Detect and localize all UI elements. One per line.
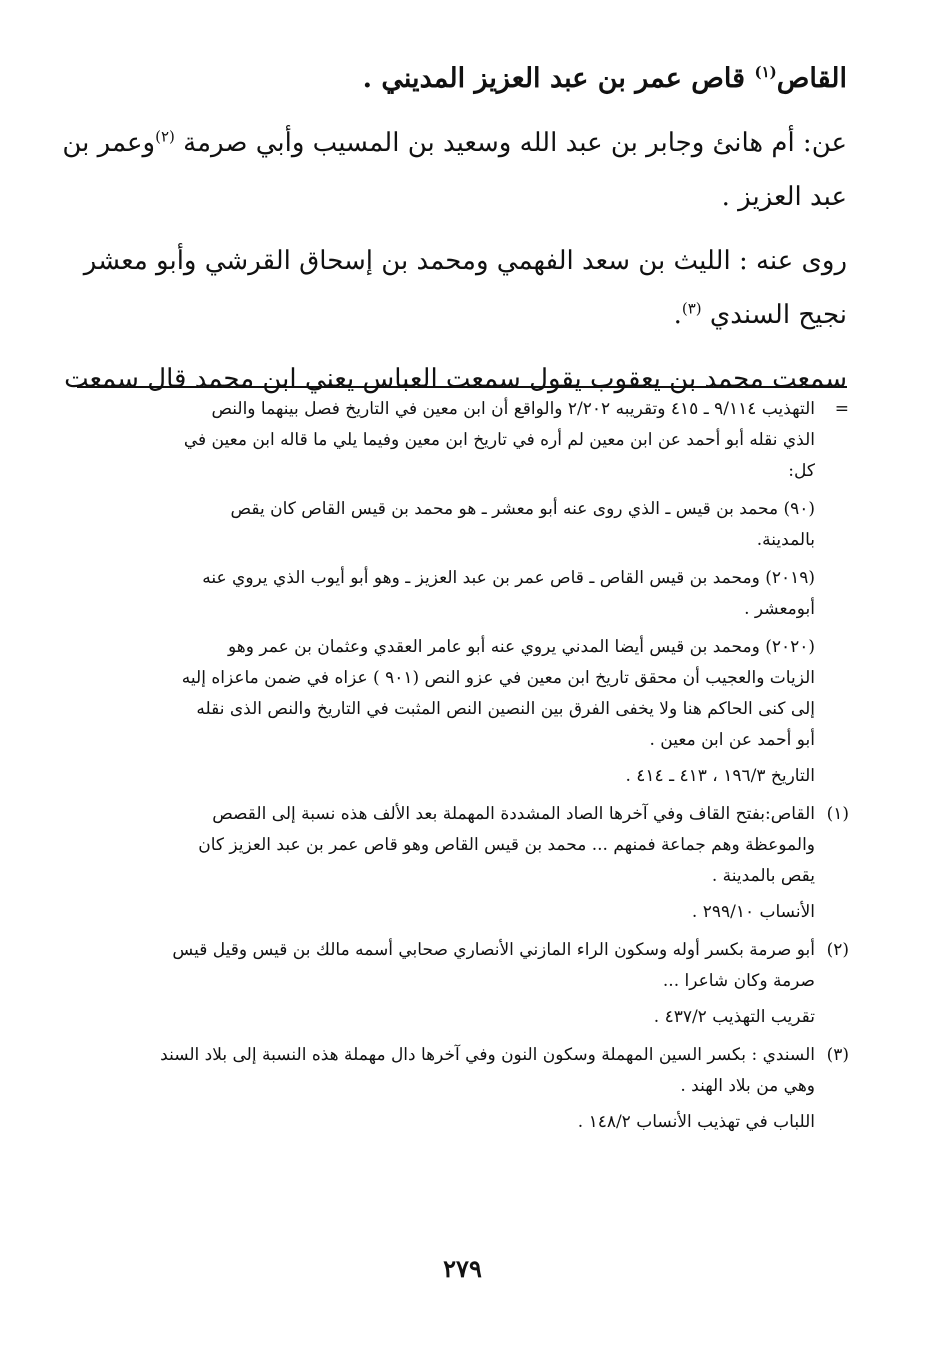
- footnote-line: يقص بالمدينة .: [711, 866, 815, 886]
- footnote-line: كل:: [788, 461, 815, 481]
- footnote-line: الزيات والعجيب أن محقق تاريخ ابن معين في عزو النص (٩٠١ ) عزاه في ضمن ماعزاه إليه: [181, 668, 815, 688]
- footnote-reference: الأنساب ٢٩٩/١٠ .: [691, 902, 815, 922]
- footnote-line: والموعظة وهم جماعة فمنهم ... محمد بن قيس القاص وهو قاص عمر بن عبد العزيز كان: [198, 835, 815, 855]
- narrated-from-text: عن: أم هانئ وجابر بن عبد الله وسعيد بن المسيب وأبي صرمة: [183, 128, 847, 158]
- footnote-reference: تقريب التهذيب ٤٣٧/٢ .: [653, 1007, 815, 1027]
- narrated-by-line-1: روى عنه : الليث بن سعد الفهمي ومحمد بن إسحاق القرشي وأبو معشر: [83, 246, 847, 276]
- footnote-number: (٣): [826, 1045, 849, 1065]
- footnote-entry-2019: [86, 563, 847, 625]
- footnote-ref-3: (٣): [681, 299, 702, 318]
- footnote-line: السندي : بكسر السين المهملة وسكون النون وفي آخرها دال مهملة هذه النسبة إلى بلاد السند: [160, 1045, 815, 1065]
- narrated-by-period: .: [673, 300, 682, 330]
- footnote-line: وهي من بلاد الهند .: [680, 1076, 815, 1096]
- footnote-2: [86, 935, 847, 1033]
- page-number: ٢٧٩: [443, 1254, 482, 1283]
- footnote-line: التهذيب ٩/١١٤ ـ ٤١٥ وتقريبه ٢/٢٠٢ والواقع أن ابن معين في التاريخ فصل بينهما والنص: [211, 399, 815, 419]
- footnote-line: أبومعشر .: [744, 599, 815, 619]
- footnotes: [86, 394, 847, 1145]
- entry-heading: [104, 52, 847, 106]
- footnote-continued: [86, 394, 847, 487]
- narrated-by-line-2: [104, 288, 847, 342]
- continuation-mark: =: [834, 399, 849, 419]
- footnote-line: القاص:بفتح القاف وفي آخرها الصاد المشددة المهملة بعد الألف هذه نسبة إلى القصص: [212, 804, 815, 824]
- main-text: [62, 52, 847, 406]
- footnote-line: صرمة وكان شاعرا ...: [662, 971, 815, 991]
- footnote-line: بالمدينة.: [756, 530, 815, 550]
- footnote-ref-1: (١): [754, 63, 777, 81]
- footnote-line: (٩٠) محمد بن قيس ـ الذي روى عنه أبو معشر ـ هو محمد بن قيس القاص كان يقص: [230, 499, 815, 519]
- narrated-from-line-2: عبد العزيز .: [721, 182, 847, 212]
- footnote-reference: اللباب في تهذيب الأنساب ١٤٨/٢ .: [577, 1112, 815, 1132]
- samit-line: سمعت محمد بن يعقوب يقول سمعت العباس يعني ابن محمد قال سمعت: [64, 364, 847, 394]
- footnote-line: إلى كنى الحاكم هنا ولا يخفى الفرق بين النصين النص المثبت في التاريخ والنص الذى نقله: [196, 699, 815, 719]
- footnote-line: أبو أحمد عن ابن معين .: [649, 730, 815, 750]
- footnote-number: (١): [826, 804, 849, 824]
- footnote-line: (٢٠٢٠) ومحمد بن قيس أيضا المدني يروي عنه أبو عامر العقدي وعثمان بن عمر وهو: [228, 637, 815, 657]
- narrated-from-text-end: وعمر بن: [62, 128, 156, 158]
- narrated-from-line-1: [62, 116, 847, 170]
- footnote-3: [86, 1040, 847, 1138]
- footnote-entry-2020: [86, 632, 847, 792]
- footnote-separator: [77, 386, 847, 388]
- narrated-by-text: نجيح السندي: [709, 300, 847, 330]
- footnote-line: أبو صرمة بكسر أوله وسكون الراء المازني الأنصاري صحابي أسمه مالك بن قيس وقيل قيس: [172, 940, 815, 960]
- footnote-ref-2: (٢): [155, 127, 175, 146]
- heading-name: القاص: [776, 63, 847, 94]
- footnote-number: (٢): [826, 940, 849, 960]
- footnote-1: [86, 799, 847, 928]
- heading-description: قاص عمر بن عبد العزيز المديني .: [362, 63, 746, 94]
- footnote-reference: التاريخ ١٩٦/٣ ، ٤١٣ ـ ٤١٤ .: [625, 766, 815, 786]
- footnote-line: (٢٠١٩) ومحمد بن قيس القاص ـ قاص عمر بن عبد العزيز ـ وهو أبو أيوب الذي يروي عنه: [202, 568, 815, 588]
- footnote-entry-90: [86, 494, 847, 556]
- footnote-line: الذي نقله أبو أحمد عن ابن معين لم أره في تاريخ ابن معين وفيما يلي ما قاله ابن معين في: [183, 430, 815, 450]
